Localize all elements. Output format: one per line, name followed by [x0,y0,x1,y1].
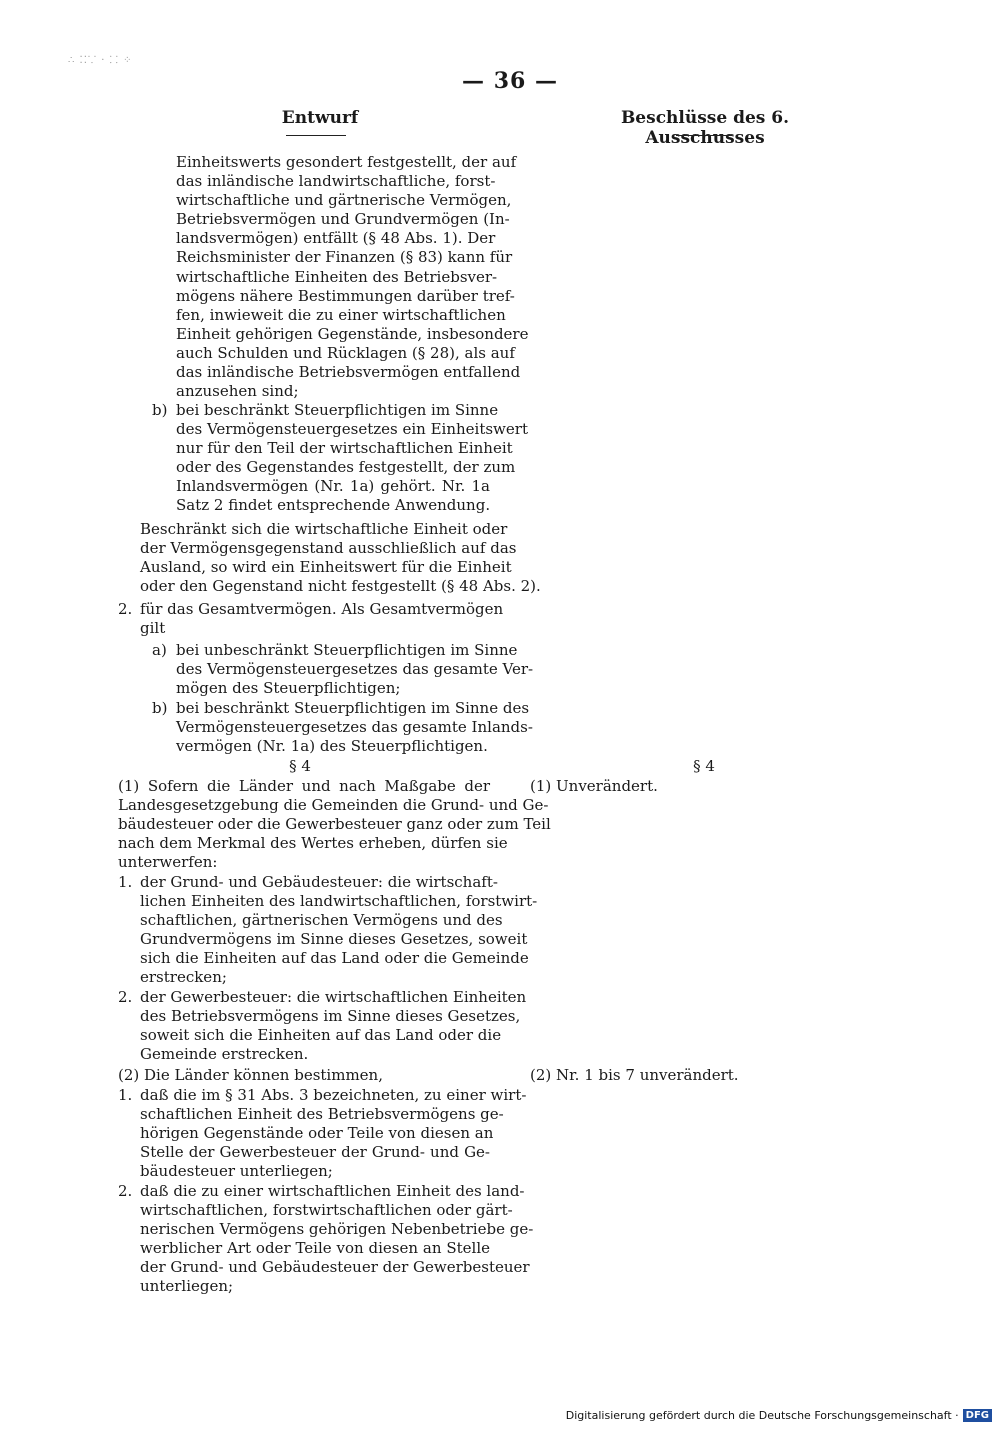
text-line: bei beschränkt Steuerpflichtigen im Sinne des [176,699,530,717]
page-number: — 36 — [462,68,558,94]
p2-item-2-text [140,1182,534,1297]
text-line: Landesgesetzgebung die Gemeinden die Grund- und Ge- [118,796,549,815]
text-line: Ausland, so wird ein Einheitswert für die Einheit [140,558,512,577]
right-heading-rule [676,135,732,136]
p1-item-1-label: 1. [118,873,133,891]
text-line: unterliegen; [140,1277,234,1296]
text-line: erstrecken; [140,968,227,987]
text-line: Einheit gehörigen Gegenstände, insbesondere [176,324,529,343]
p2-item-2-label: 2. [118,1182,133,1200]
text-line: der Gewerbesteuer: die wirtschaftlichen Einheiten [140,988,527,1006]
text-line: Vermögensteuergesetzes das gesamte Inlands- [176,718,533,737]
text-line: daß die im § 31 Abs. 3 bezeichneten, zu einer wirt- [140,1086,527,1104]
text-line: für das Gesamtvermögen. Als Gesamtvermögen [140,600,504,618]
text-line: (1) Sofern die Länder und nach Maßgabe der [118,777,490,795]
text-line: nerischen Vermögens gehörigen Nebenbetriebe ge- [140,1220,534,1239]
text-line: der Grund- und Gebäudesteuer: die wirtschaft- [140,873,498,891]
text-line: wirtschaftliche und gärtnerische Vermögen, [176,191,512,210]
text-line: unterwerfen: [118,853,218,872]
text-line: gilt [140,619,166,638]
text-line: nur für den Teil der wirtschaftlichen Einheit [176,439,513,458]
text-line: Gemeinde erstrecken. [140,1045,309,1064]
text-line: werblicher Art oder Teile von diesen an Stelle [140,1239,490,1258]
text-line: hörigen Gegenstände oder Teile von diesen an [140,1124,494,1143]
text-line: der Grund- und Gebäudesteuer der Gewerbesteuer [140,1258,530,1277]
text-line: soweit sich die Einheiten auf das Land oder die [140,1026,502,1045]
text-line: des Vermögensteuergesetzes ein Einheitswert [176,420,528,439]
paragraph-2-intro: (2) Die Länder können bestimmen, [118,1066,383,1084]
p1-item-2-text [140,988,527,1064]
paragraph-1 [118,777,551,872]
text-line: wirtschaftlichen, forstwirtschaftlichen oder gärt- [140,1201,513,1220]
p1-item-2-label: 2. [118,988,133,1006]
text-line: des Vermögensteuergesetzes das gesamte Ver- [176,660,534,679]
text-line: das inländische Betriebsvermögen entfallend [176,363,521,382]
scan-marks: ∴ ⁚⁚⸪ · ⸬ ⁘ [68,55,133,66]
text-line: Einheitswerts gesondert festgestellt, der auf [176,153,517,171]
text-line: bäudesteuer unterliegen; [140,1162,333,1181]
text-line: oder den Gegenstand nicht festgestellt (§ 48 Abs. 2). [140,577,541,596]
text-line: auch Schulden und Rücklagen (§ 28), als auf [176,343,515,362]
text-line: vermögen (Nr. 1a) des Steuerpflichtigen. [176,737,488,756]
right-paragraph-2: (2) Nr. 1 bis 7 unverändert. [530,1066,739,1084]
text-line: fen, inwieweit die zu einer wirtschaftlichen [176,305,506,324]
item-b2-text [176,699,533,756]
paragraph-ausland [140,520,541,596]
text-line: lichen Einheiten des landwirtschaftlichen, forstwirt- [140,892,538,911]
credit-text: Digitalisierung gefördert durch die Deutsche Forschungsgemeinschaft · [565,1409,959,1422]
text-line: wirtschaftliche Einheiten des Betriebsver- [176,267,498,286]
item-2-label: 2. [118,600,133,618]
item-a-text [176,641,534,698]
item-b2-label: b) [152,699,168,717]
p2-item-1-text [140,1086,527,1181]
text-line: bei beschränkt Steuerpflichtigen im Sinne [176,401,499,419]
text-line: das inländische landwirtschaftliche, forst- [176,172,496,191]
text-line: der Vermögensgegenstand ausschließlich auf das [140,539,517,558]
text-line: mögen des Steuerpflichtigen; [176,679,401,698]
right-column-heading: Beschlüsse des 6. Ausschusses [620,108,790,148]
text-line: Stelle der Gewerbesteuer der Grund- und Ge- [140,1143,490,1162]
text-line: mögens nähere Bestimmungen darüber tref- [176,286,515,305]
text-line: daß die zu einer wirtschaftlichen Einheit des land- [140,1182,525,1200]
section-4-left: § 4 [289,757,311,775]
text-line: Inlandsvermögen (Nr. 1a) gehört. Nr. 1a [176,477,490,496]
text-line: oder des Gegenstandes festgestellt, der zum [176,458,516,477]
item-b-text [176,401,528,516]
continuation-paragraph [176,153,529,401]
dfg-logo: DFG [963,1409,992,1422]
left-heading-rule [286,135,346,136]
p2-item-1-label: 1. [118,1086,133,1104]
item-a-label: a) [152,641,167,659]
text-line: Grundvermögens im Sinne dieses Gesetzes, soweit [140,930,528,949]
text-line: des Betriebsvermögens im Sinne dieses Gesetzes, [140,1007,521,1026]
right-paragraph-1: (1) Unverändert. [530,777,658,795]
text-line: bäudesteuer oder die Gewerbesteuer ganz oder zum Teil [118,815,551,834]
text-line: schaftlichen, gärtnerischen Vermögens und des [140,911,503,930]
text-line: Beschränkt sich die wirtschaftliche Einheit oder [140,520,508,538]
p1-item-1-text [140,873,538,988]
text-line: landsvermögen) entfällt (§ 48 Abs. 1). Der [176,229,496,248]
item-b-label: b) [152,401,168,419]
left-column-heading: Entwurf [281,108,359,128]
text-line: bei unbeschränkt Steuerpflichtigen im Sinne [176,641,518,659]
text-line: Reichsminister der Finanzen (§ 83) kann für [176,248,513,267]
text-line: Satz 2 findet entsprechende Anwendung. [176,496,491,515]
text-line: schaftlichen Einheit des Betriebsvermögens ge- [140,1105,504,1124]
text-line: Betriebsvermögen und Grundvermögen (In- [176,210,510,229]
item-2-text [140,600,504,638]
section-4-right: § 4 [693,757,715,775]
text-line: anzusehen sind; [176,382,299,401]
text-line: nach dem Merkmal des Wertes erheben, dürfen sie [118,834,508,853]
text-line: sich die Einheiten auf das Land oder die Gemeinde [140,949,529,968]
digitization-credit [566,1409,992,1422]
